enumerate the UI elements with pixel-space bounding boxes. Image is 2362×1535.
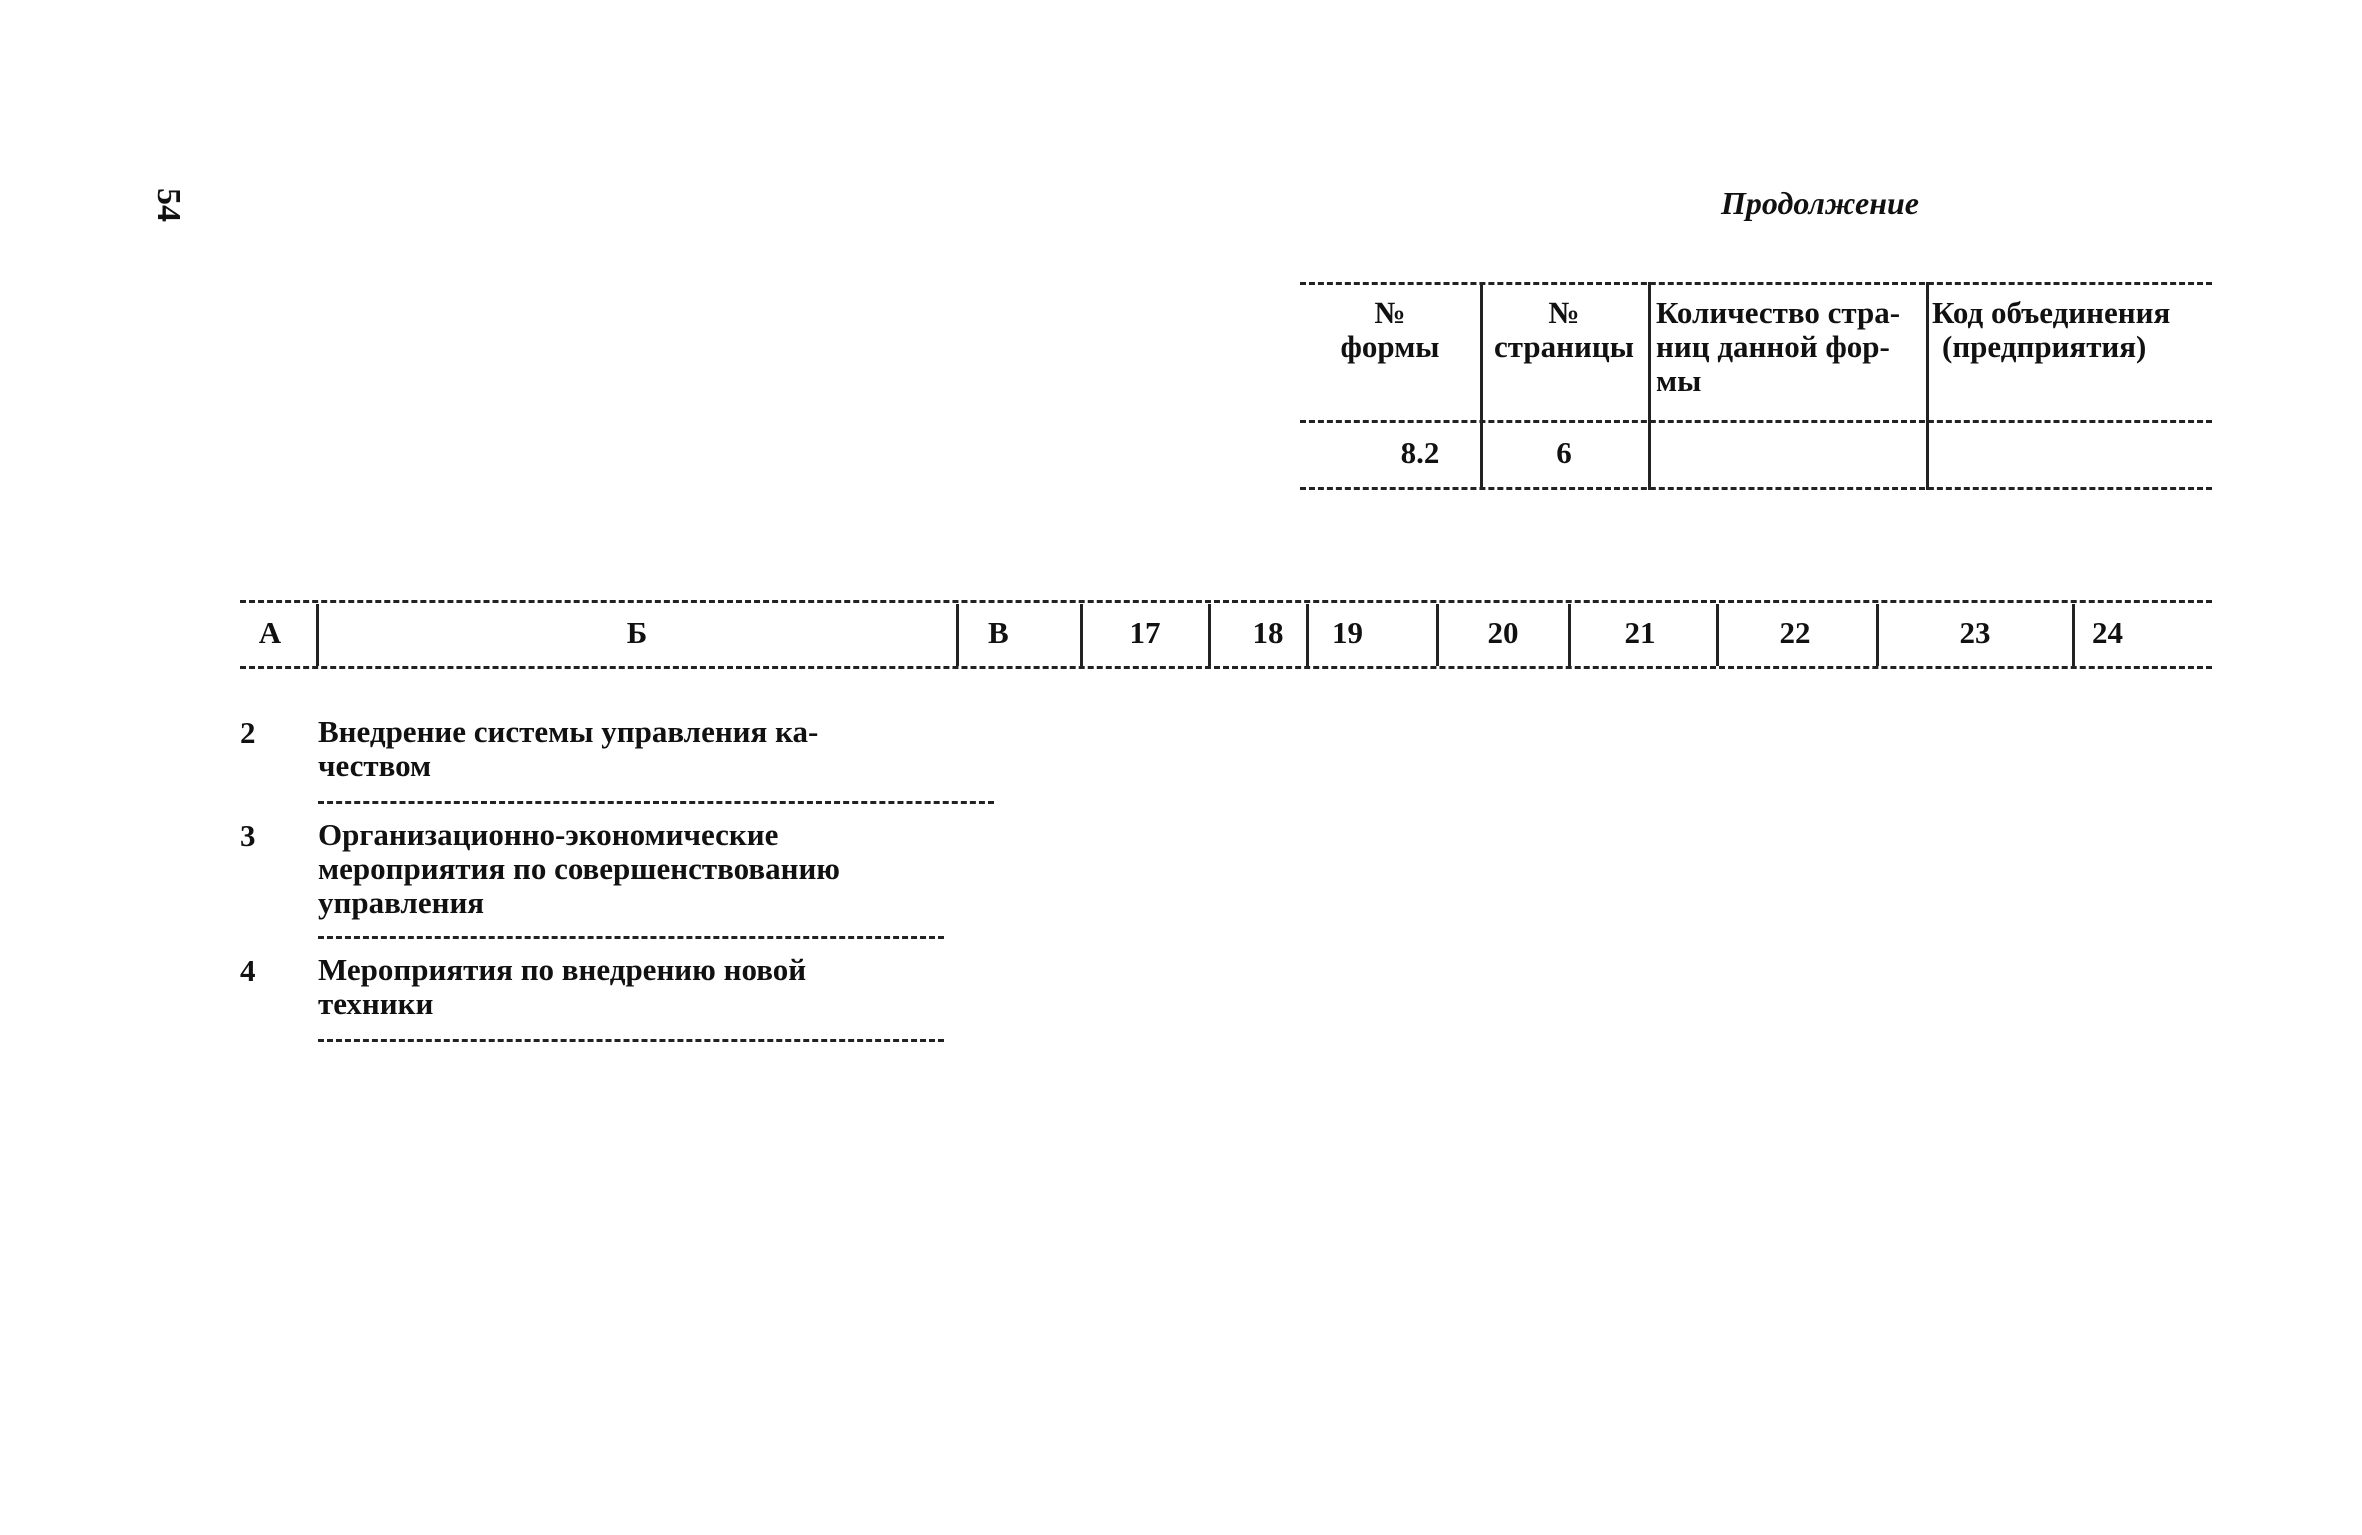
- table-divider: [1926, 282, 1929, 490]
- column-label-20: 20: [1487, 615, 1519, 650]
- row-number: 4: [240, 953, 256, 988]
- list-item: [240, 818, 1000, 948]
- column-label-21: 21: [1624, 615, 1656, 650]
- column-divider: [1208, 604, 1211, 666]
- column-label-b: Б: [626, 615, 648, 650]
- table-rule-bottom: [1300, 487, 2212, 490]
- row-rule-top: [240, 600, 2212, 603]
- column-label-a: А: [258, 615, 282, 650]
- column-divider: [1306, 604, 1309, 666]
- row-underline: [318, 1039, 944, 1042]
- header-enterprise-code: [1932, 296, 2212, 364]
- row-line: Мероприятия по внедрению новой: [318, 952, 807, 987]
- column-divider: [1716, 604, 1719, 666]
- continuation-label: Продолжение: [1721, 185, 1919, 221]
- list-item: [240, 715, 1000, 815]
- header-line: Код объединения: [1932, 295, 2171, 330]
- row-rule-bottom: [240, 666, 2212, 669]
- header-line: №: [1548, 295, 1580, 330]
- header-line: формы: [1340, 329, 1440, 364]
- row-line: Организационно-экономические: [318, 817, 779, 852]
- header-line: Количество стра-: [1656, 295, 1901, 330]
- column-label-22: 22: [1779, 615, 1811, 650]
- column-label-24: 24: [2092, 615, 2123, 650]
- column-divider: [2072, 604, 2075, 666]
- column-divider: [956, 604, 959, 666]
- value-form-number: 8.2: [1400, 435, 1440, 470]
- row-text: [318, 818, 998, 920]
- row-number: 3: [240, 818, 256, 853]
- table-divider: [1648, 282, 1651, 490]
- row-text: [318, 953, 998, 1021]
- row-line: мероприятия по совершенствованию: [318, 851, 840, 886]
- page-number: 54: [150, 188, 187, 222]
- column-label-v: В: [988, 615, 1009, 650]
- column-divider: [1436, 604, 1439, 666]
- column-divider: [1080, 604, 1083, 666]
- header-line: (предприятия): [1942, 329, 2147, 364]
- row-underline: [318, 936, 944, 939]
- header-form-number: [1300, 296, 1480, 364]
- header-line: мы: [1656, 363, 1702, 398]
- row-line: Внедрение системы управления ка-: [318, 714, 819, 749]
- table-rule-middle: [1300, 420, 2212, 423]
- column-divider: [1876, 604, 1879, 666]
- row-underline: [318, 801, 994, 804]
- row-text: [318, 715, 998, 783]
- header-line: страницы: [1494, 329, 1634, 364]
- row-number: 2: [240, 715, 256, 750]
- column-label-19: 19: [1332, 615, 1363, 650]
- header-line: №: [1374, 295, 1406, 330]
- column-label-23: 23: [1959, 615, 1991, 650]
- header-page-number: [1480, 296, 1648, 364]
- row-line: чеством: [318, 748, 432, 783]
- row-line: управления: [318, 885, 485, 920]
- column-labels-row: [240, 600, 2212, 672]
- column-divider: [316, 604, 319, 666]
- table-rule-top: [1300, 282, 2212, 285]
- header-page-count: [1656, 296, 1924, 398]
- column-label-17: 17: [1129, 615, 1161, 650]
- row-line: техники: [318, 986, 434, 1021]
- column-label-18: 18: [1252, 615, 1284, 650]
- header-line: ниц данной фор-: [1656, 329, 1890, 364]
- list-item: [240, 953, 1000, 1053]
- form-info-table: [1300, 282, 2212, 492]
- value-page-number: 6: [1556, 435, 1572, 470]
